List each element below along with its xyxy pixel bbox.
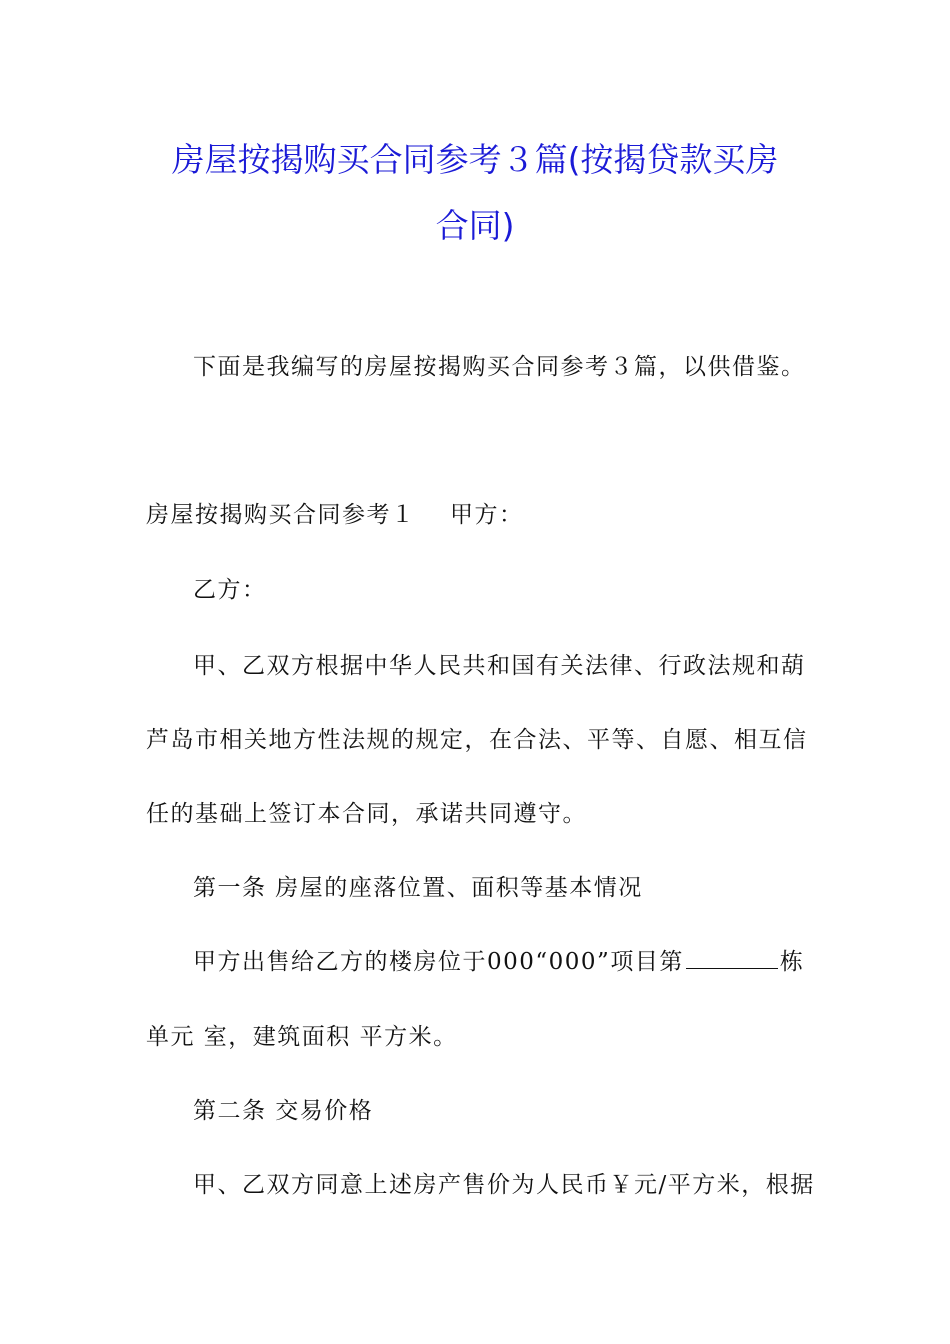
party-a-label: 甲方： — [450, 502, 524, 528]
article-1-line-1-suffix: 栋 — [779, 949, 805, 975]
section-heading: 房屋按揭购买合同参考１ — [146, 502, 416, 528]
paragraph-1-line-3: 任的基础上签订本合同，承诺共同遵守。 — [146, 801, 587, 827]
article-1-heading: 第一条 房屋的座落位置、面积等基本情况 — [193, 875, 643, 901]
article-1-line-1-text: 甲方出售给乙方的楼房位于000“000”项目第 — [193, 949, 684, 975]
paragraph-1-line-1: 甲、乙双方根据中华人民共和国有关法律、行政法规和葫 — [193, 653, 806, 679]
article-2-line-1: 甲、乙双方同意上述房产售价为人民币￥元/平方米，根据 — [193, 1172, 815, 1198]
article-1-line-1 — [193, 943, 804, 976]
intro-paragraph: 下面是我编写的房屋按揭购买合同参考３篇，以供借鉴。 — [193, 354, 806, 380]
party-b-label: 乙方： — [193, 577, 267, 603]
article-2-heading: 第二条 交易价格 — [193, 1098, 374, 1124]
paragraph-1-line-2: 芦岛市相关地方性法规的规定，在合法、平等、自愿、相互信 — [146, 727, 808, 753]
building-number-blank — [686, 950, 778, 969]
article-1-line-2: 单元 室，建筑面积 平方米。 — [146, 1024, 458, 1050]
document-title-line-1: 房屋按揭购买合同参考３篇(按揭贷款买房 — [171, 140, 779, 179]
document-title-line-2: 合同) — [435, 206, 515, 245]
